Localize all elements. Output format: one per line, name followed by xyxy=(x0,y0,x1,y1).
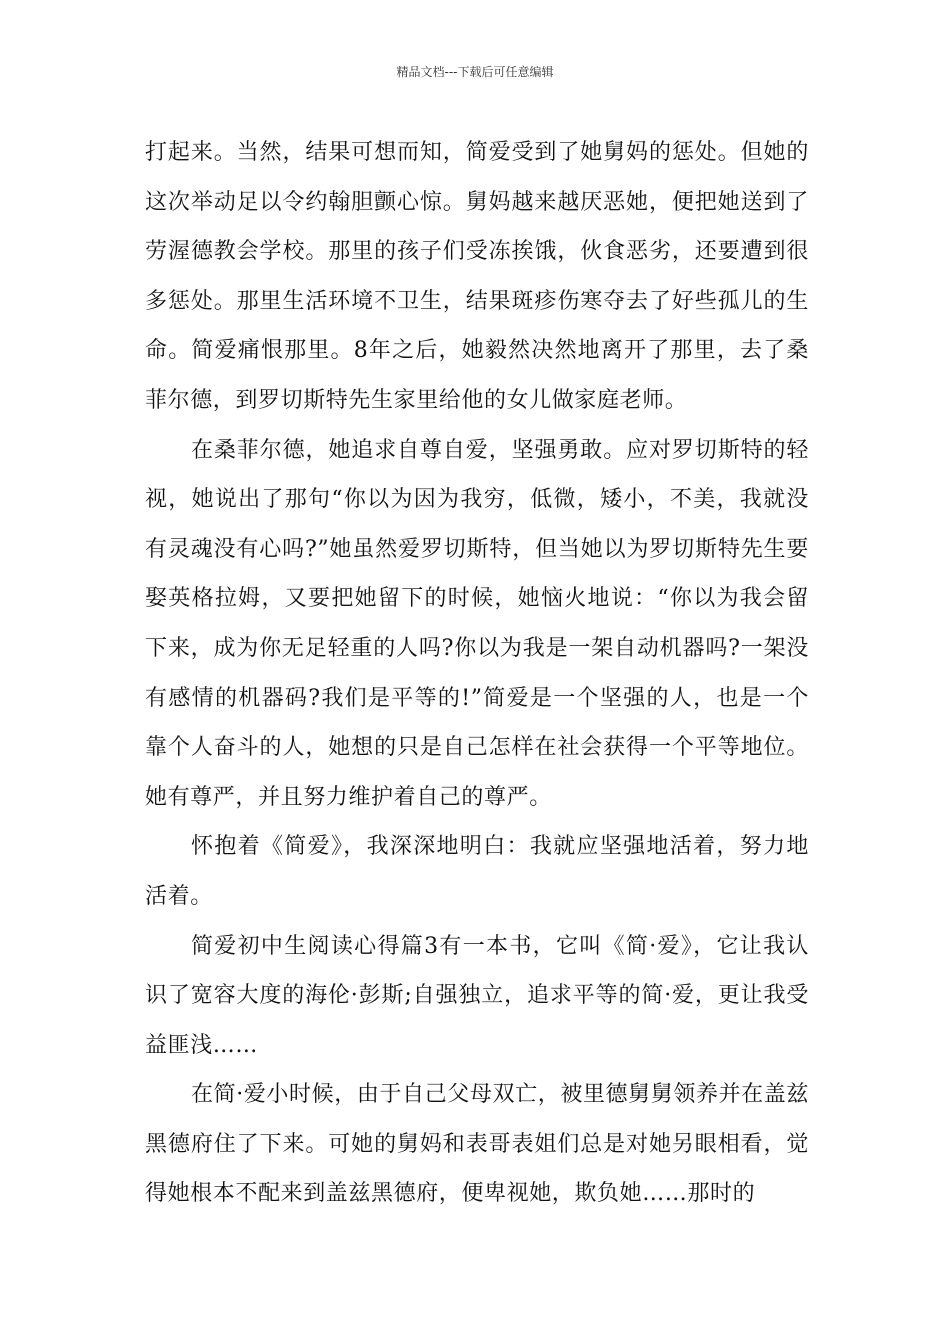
paragraph-3: 怀抱着《简爱》，我深深地明白：我就应坚强地活着，努力地活着。 xyxy=(145,834,809,909)
paragraph-2: 在桑菲尔德，她追求自尊自爱，坚强勇敢。应对罗切斯特的轻视，她说出了那句“你以为因为我穷，低微，矮小，不美，我就没有灵魂没有心吗?”她虽然爱罗切斯特，但当她以为罗切斯特先生要娶英格拉姆，又要把她留下的时候，她恼火地说：“你以为我会留下来，成为你无足轻重的人吗?你以为我是一架自动机器吗?一架没有感情的机器码?我们是平等的!”简爱是一个坚强的人，也是一个靠个人奋斗的人，她想的只是自己怎样在社会获得一个平等地位。她有尊严，并且努力维护着自己的尊严。 xyxy=(145,437,809,810)
document-body xyxy=(145,128,809,1219)
page-header: 精品文档---下载后可任意编辑 xyxy=(396,65,554,79)
paragraph-1: 打起来。当然，结果可想而知，简爱受到了她舅妈的惩处。但她的这次举动足以令约翰胆颤心惊。舅妈越来越厌恶她，便把她送到了劳渥德教会学校。那里的孩子们受冻挨饿，伙食恶劣，还要遭到很多惩处。那里生活环境不卫生，结果斑疹伤寒夺去了好些孤儿的生命。简爱痛恨那里。8年之后，她毅然决然地离开了那里，去了桑菲尔德，到罗切斯特先生家里给他的女儿做家庭老师。 xyxy=(145,140,809,413)
paragraph-5: 在简·爱小时候，由于自己父母双亡，被里德舅舅领养并在盖兹黑德府住了下来。可她的舅妈和表哥表姐们总是对她另眼相看，觉得她根本不配来到盖兹黑德府，便卑视她，欺负她……那时的 xyxy=(145,1082,809,1207)
paragraph-4: 简爱初中生阅读心得篇3有一本书，它叫《简·爱》，它让我认识了宽容大度的海伦·彭斯;自强独立，追求平等的简·爱，更让我受益匪浅…… xyxy=(145,933,809,1058)
